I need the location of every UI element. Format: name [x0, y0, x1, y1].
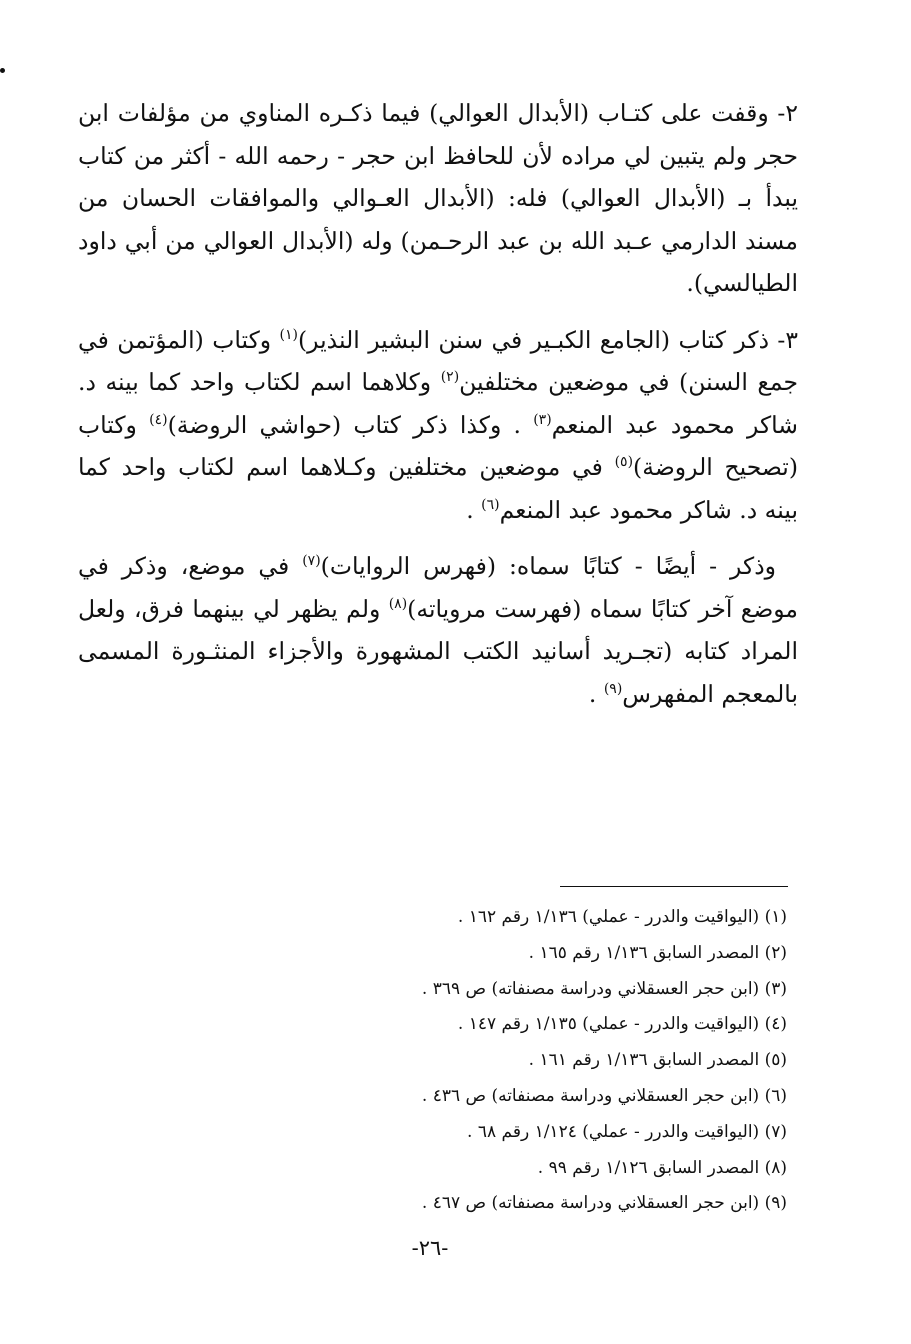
footnote-1: (١) (اليواقيت والدرر - عملي) ١/١٣٦ رقم ١٦٢ .: [457, 907, 787, 927]
footnote-4: (٤) (اليواقيت والدرر - عملي) ١/١٣٥ رقم ١٤٧ .: [457, 1014, 787, 1035]
paragraph-text: في موضعين مختلفين وكـلاهما اسم لكتاب واحد كما بينه د. شاكر محمود عبد المنعم: [78, 453, 798, 524]
main-text: [78, 92, 798, 729]
footnote-divider: [560, 886, 788, 887]
paragraph-text: وكتاب (تصحيح الروضة): [78, 410, 798, 481]
footnote-6: (٦) (ابن حجر العسقلاني ودراسة مصنفاته) ص ٤٣٦ .: [421, 1085, 787, 1106]
footnote-2: (٢) المصدر السابق ١/١٣٦ رقم ١٦٥ .: [528, 942, 787, 963]
paragraph-3: [78, 319, 798, 532]
footnote-ref: (٥): [614, 454, 634, 471]
margin-mark: [0, 68, 5, 73]
paragraph-text: في موضع، وذكر في موضع آخر كتابًا سماه (فهرست مروياته): [78, 552, 799, 623]
footnote-ref: (١): [279, 326, 298, 343]
paragraph-text: وكلاهما اسم لكتاب واحد كما بينه د. شاكر محمود عبد المنعم: [78, 368, 798, 439]
footnote-5: (٥) المصدر السابق ١/١٣٦ رقم ١٦١ .: [528, 1050, 787, 1071]
paragraph-text: .: [588, 679, 604, 708]
paragraph-2: ٢- وقفت على كتـاب (الأبدال العوالي) فيما ذكـره المناوي من مؤلفات ابن حجر ولم يتبين لي مراده لأن للحافظ ابن حجر - رحمه الله - أكثر من كتاب يبدأ بـ (الأبدال العوالي) فله: (الأبدال العـوالي والموافقات الحسان من مسند الدارمي عـبد الله بن عبد الرحـمن) وله (الأبدال العوالي من أبي داود الطيالسي).: [78, 99, 798, 297]
paragraph-text: . وكذا ذكر كتاب (حواشي الروضة): [167, 410, 534, 439]
footnote-9: (٩) (ابن حجر العسقلاني ودراسة مصنفاته) ص ٤٦٧ .: [421, 1193, 787, 1214]
paragraph-text: .: [466, 495, 482, 524]
paragraph-text: ولم يظهر لي بينهما فرق، ولعل المراد كتابه (تجـريد أسانيد الكتب المشهورة والأجزاء المنثـورة المسمى بالمعجم المفهرس: [78, 594, 798, 708]
footnote-ref: (٣): [533, 411, 552, 428]
footnote-ref: (٢): [440, 369, 460, 386]
footnote-ref: (٤): [149, 411, 168, 428]
footnotes: [422, 900, 787, 1222]
footnote-ref: (٦): [481, 496, 500, 513]
footnote-3: (٣) (ابن حجر العسقلاني ودراسة مصنفاته) ص ٣٦٩ .: [421, 978, 787, 999]
page-number: -٢٦-: [411, 1236, 449, 1260]
paragraph-text: ٣- ذكر كتاب (الجامع الكبـير في سنن البشير النذير): [298, 325, 798, 354]
footnote-7: (٧) (اليواقيت والدرر - عملي) ١/١٢٤ رقم ٦٨ .: [467, 1121, 787, 1142]
footnote-ref: (٩): [603, 680, 623, 697]
footnote-8: (٨) المصدر السابق ١/١٢٦ رقم ٩٩ .: [537, 1157, 787, 1178]
paragraph-4: [78, 545, 798, 715]
footnote-ref: (٧): [302, 553, 321, 570]
paragraph-text: وذكر - أيضًا - كتابًا سماه: (فهرس الروايات): [320, 552, 777, 580]
footnote-ref: (٨): [388, 595, 408, 612]
paragraph-text: وكتاب (المؤتمن في جمع السنن) في موضعين مختلفين: [78, 325, 798, 396]
